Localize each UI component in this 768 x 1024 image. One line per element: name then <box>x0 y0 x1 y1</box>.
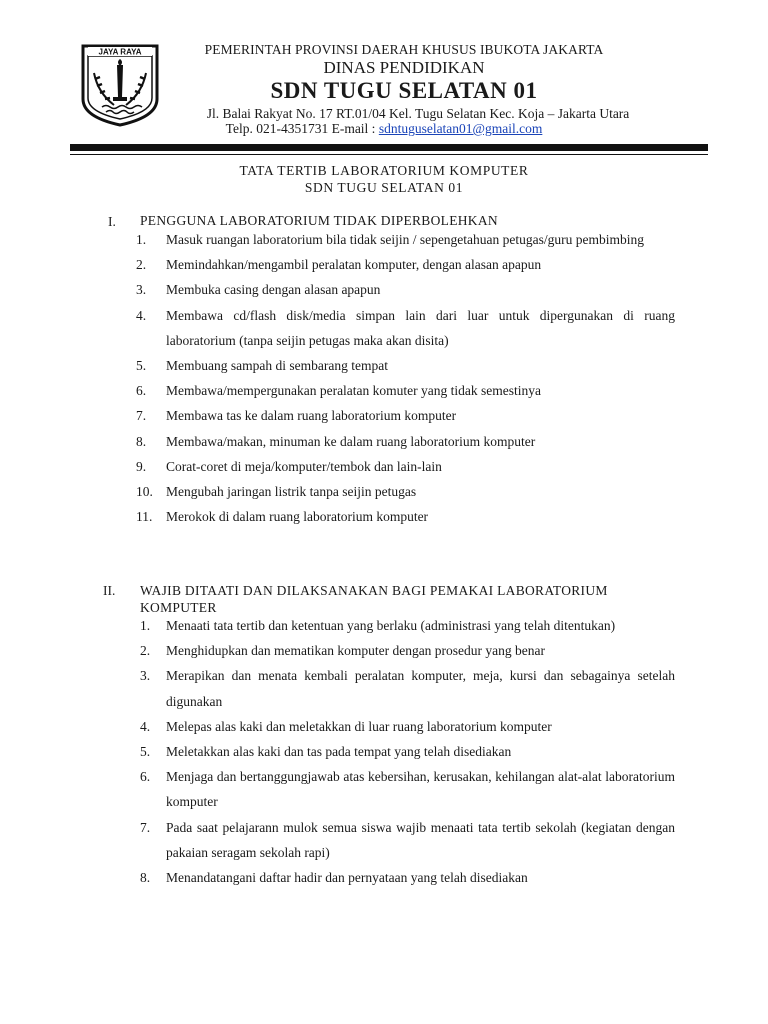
list-item-text: Corat-coret di meja/komputer/tembok dan lain-lain <box>166 458 442 474</box>
list-item-text: Merapikan dan menata kembali peralatan komputer, meja, kursi dan sebagainya setelah digunakan <box>166 668 675 709</box>
list-item-number: 1. <box>136 232 147 247</box>
list-item <box>136 403 675 428</box>
header-school-name: SDN TUGU SELATAN 01 <box>270 78 538 103</box>
svg-text:JAYA RAYA: JAYA RAYA <box>98 47 142 57</box>
list-item <box>136 353 675 378</box>
list-item <box>136 764 675 814</box>
list-item-number: 7. <box>136 408 147 424</box>
list-item-text: Memindahkan/mengambil peralatan komputer, dengan alasan apapun <box>166 257 542 273</box>
list-item-number: 11. <box>136 509 153 525</box>
list-item-text: Meletakkan alas kaki dan tas pada tempat yang telah disediakan <box>166 744 512 760</box>
document-title: TATA TERTIB LABORATORIUM KOMPUTER <box>239 163 529 178</box>
list-item-number: 6. <box>140 769 151 785</box>
list-item-number: 8. <box>136 433 147 449</box>
list-item <box>136 227 675 252</box>
header-divider-thin <box>70 154 708 155</box>
list-item <box>136 638 675 663</box>
list-item <box>136 739 675 764</box>
list-item-number: 2. <box>136 257 147 273</box>
list-item-number: 5. <box>136 358 147 374</box>
list-item-text: Membawa/mempergunakan peralatan komuter yang tidak semestinya <box>166 383 542 399</box>
list-item-text: Masuk ruangan laboratorium bila tidak seijin / sepengetahuan petugas/guru pembimbing <box>166 232 645 247</box>
list-item <box>136 303 675 353</box>
list-item-text: Membuka casing dengan alasan apapun <box>166 282 381 298</box>
list-item <box>136 429 675 454</box>
list-item <box>136 277 675 302</box>
list-item <box>136 454 675 479</box>
section-1-number: I. <box>108 214 116 229</box>
document-subtitle: SDN TUGU SELATAN 01 <box>304 180 464 195</box>
header-divider-thick <box>70 144 708 151</box>
list-item <box>136 865 675 890</box>
section-2-number: II. <box>103 583 116 598</box>
list-item <box>136 613 675 638</box>
list-item-number: 8. <box>140 870 151 886</box>
list-item-text: Melepas alas kaki dan meletakkan di luar ruang laboratorium komputer <box>166 718 552 734</box>
list-item <box>136 504 675 529</box>
header-contact <box>0 121 768 137</box>
list-item-number: 9. <box>136 458 147 474</box>
header-phone: Telp. 021-4351731 E-mail : <box>225 121 376 136</box>
list-item-text: Membawa cd/flash disk/media simpan lain dari luar untuk dipergunakan di ruang laboratorium (tanpa seijin petugas maka akan disita) <box>166 307 675 348</box>
list-item-number: 10. <box>136 484 153 500</box>
header-address: Jl. Balai Rakyat No. 17 RT.01/04 Kel. Tugu Selatan Kec. Koja – Jakarta Utara <box>206 106 630 121</box>
list-item-number: 6. <box>136 383 147 399</box>
list-item-text: Mengubah jaringan listrik tanpa seijin petugas <box>166 484 417 500</box>
list-item-text: Menjaga dan bertanggungjawab atas kebersihan, kerusakan, kehilangan alat-alat laboratorium komputer <box>166 769 675 810</box>
list-item-number: 7. <box>140 819 151 835</box>
list-item-number: 4. <box>140 718 151 734</box>
list-item <box>136 252 675 277</box>
list-item-text: Pada saat pelajarann mulok semua siswa wajib menaati tata tertib sekolah (kegiatan dengan pakaian seragam sekolah rapi) <box>166 819 675 860</box>
list-item <box>136 815 675 865</box>
list-item-number: 3. <box>140 668 151 684</box>
email-link[interactable]: sdntuguselatan01@gmail.com <box>378 121 543 136</box>
section-2-list <box>136 613 675 890</box>
list-item-text: Membawa tas ke dalam ruang laboratorium komputer <box>166 408 457 424</box>
list-item-number: 5. <box>140 744 151 760</box>
list-item-number: 1. <box>140 618 151 633</box>
list-item <box>136 714 675 739</box>
list-item-number: 4. <box>136 307 147 323</box>
list-item <box>136 378 675 403</box>
list-item <box>136 479 675 504</box>
list-item-text: Menghidupkan dan mematikan komputer dengan prosedur yang benar <box>166 643 546 659</box>
header-government: PEMERINTAH PROVINSI DAERAH KHUSUS IBUKOTA JAKARTA <box>204 42 604 57</box>
list-item-text: Menaati tata tertib dan ketentuan yang berlaku (administrasi yang telah ditentukan) <box>166 618 616 633</box>
section-1-list <box>136 227 675 529</box>
section-2-heading: WAJIB DITAATI DAN DILAKSANAKAN BAGI PEMAKAI LABORATORIUM KOMPUTER <box>140 583 608 615</box>
header-department: DINAS PENDIDIKAN <box>323 58 485 77</box>
list-item-number: 2. <box>140 643 151 659</box>
list-item-text: Menandatangani daftar hadir dan pernyataan yang telah disediakan <box>166 870 528 886</box>
list-item-text: Membuang sampah di sembarang tempat <box>166 358 388 374</box>
list-item-text: Membawa/makan, minuman ke dalam ruang laboratorium komputer <box>166 433 536 449</box>
list-item <box>136 663 675 713</box>
list-item-text: Merokok di dalam ruang laboratorium komputer <box>166 509 429 525</box>
section-1-heading: PENGGUNA LABORATORIUM TIDAK DIPERBOLEHKAN <box>140 213 498 228</box>
list-item-number: 3. <box>136 282 147 298</box>
